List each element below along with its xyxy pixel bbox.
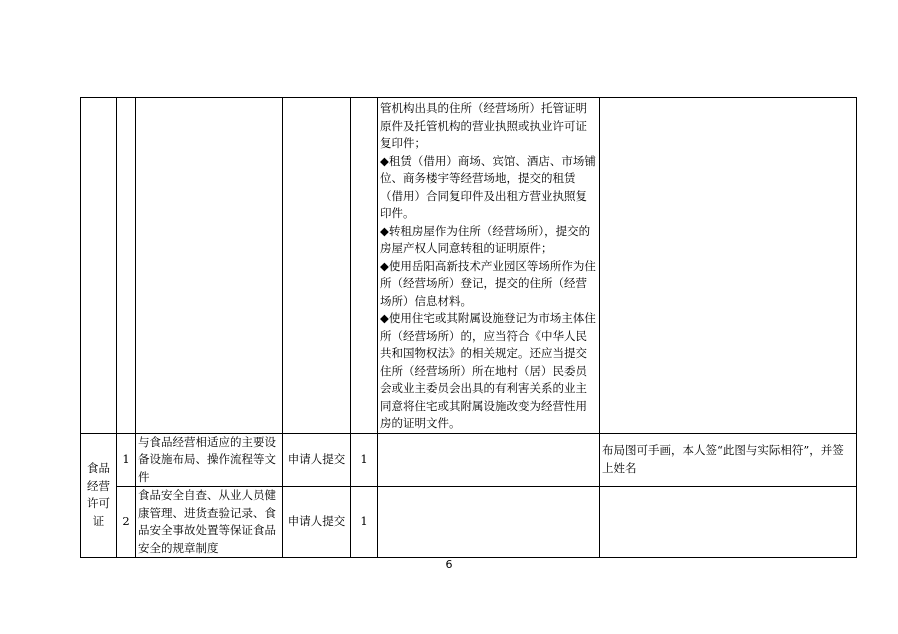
- requirement-paragraph: ◆使用住宅或其附属设施登记为市场主体住所（经营场所）的，应当符合《中华人民共和国物权法》的相关规定。还应当提交住所（经营场所）所在地村（居）民委员会或业主委员会出具的有利害关系的业主同意将住宅或其附属设施改变为经营性用房的证明文件。: [380, 311, 596, 430]
- copies-cell: [351, 98, 378, 434]
- remarks-cell: [600, 487, 857, 558]
- requirement-paragraph: 管机构出具的住所（经营场所）托管证明原件及托管机构的营业执照或执业许可证复印件；: [380, 101, 587, 150]
- source-cell: 申请人提交: [283, 487, 351, 558]
- category-cell: [81, 98, 117, 434]
- category-cell: 食品经营许可证: [81, 433, 117, 558]
- table-row: [81, 98, 857, 434]
- name-cell: 食品安全自查、从业人员健康管理、进货查验记录、食品安全事故处置等保证食品安全的规章制度: [136, 487, 283, 558]
- index-cell: 2: [117, 487, 136, 558]
- copies-cell: 1: [351, 433, 378, 487]
- copies-cell: 1: [351, 487, 378, 558]
- requirement-paragraph: ◆使用岳阳高新技术产业园区等场所作为住所（经营场所）登记，提交的住所（经营场所）信息材料。: [380, 258, 596, 308]
- source-cell: 申请人提交: [283, 433, 351, 487]
- index-cell: 1: [117, 433, 136, 487]
- requirements-cell: [378, 433, 600, 487]
- page-number: 6: [445, 558, 453, 571]
- requirements-cell: [378, 98, 600, 434]
- materials-table: [80, 97, 857, 558]
- table-row: [81, 487, 857, 558]
- requirement-paragraph: ◆转租房屋作为住所（经营场所），提交的房屋产权人同意转租的证明原件；: [380, 223, 591, 255]
- requirements-cell: [378, 487, 600, 558]
- remarks-cell: 布局图可手画，本人签“此图与实际相符”，并签上姓名: [600, 433, 857, 487]
- table-row: [81, 433, 857, 487]
- name-cell: 与食品经营相适应的主要设备设施布局、操作流程等文件: [136, 433, 283, 487]
- index-cell: [117, 98, 136, 434]
- name-cell: [136, 98, 283, 434]
- requirement-paragraph: ◆租赁（借用）商场、宾馆、酒店、市场铺位、商务楼宇等经营场地，提交的租赁（借用）合同复印件及出租方营业执照复印件。: [380, 153, 596, 220]
- remarks-cell: [600, 98, 857, 434]
- source-cell: [283, 98, 351, 434]
